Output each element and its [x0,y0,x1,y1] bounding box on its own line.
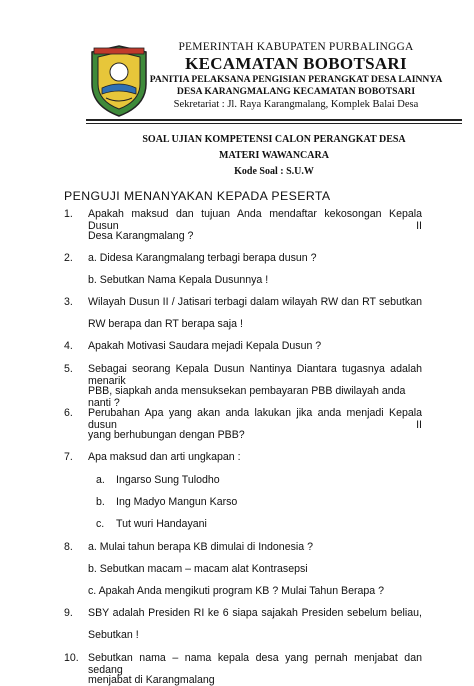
question-text: SBY adalah Presiden RI ke 6 siapa sajakah Presiden sebelum beliau, [88,607,422,619]
letterhead-district: KECAMATAN BOBOTSARI [185,54,407,73]
sub-item-label: b. [96,496,105,508]
question-text-cont: b. Sebutkan macam – macam alat Kontrasepsi [88,563,308,575]
letterhead-government: PEMERINTAH KABUPATEN PURBALINGGA [178,41,414,53]
question-code: Kode Soal : S.U.W [234,166,314,177]
question-text: Sebagai seorang Kepala Dusun Nantinya Diantara tugasnya adalah menarik [88,363,422,387]
question-8 [64,541,422,553]
question-text: Perubahan Apa yang akan anda lakukan jika anda menjadi Kepala dusun II [88,407,422,431]
letterhead-committee: PANITIA PELAKSANA PENGISIAN PERANGKAT DESA LAINNYA [149,74,443,85]
question-text: Apakah maksud dan tujuan Anda mendaftar kekosongan Kepala Dusun II [88,208,422,232]
question-text: a. Mulai tahun berapa KB dimulai di Indonesia ? [88,541,313,553]
question-number: 7. [64,451,73,463]
question-text: Wilayah Dusun II / Jatisari terbagi dalam wilayah RW dan RT sebutkan [88,296,422,308]
sub-item-b [96,496,237,508]
question-text-cont: menjabat di Karangmalang [88,674,215,686]
question-number: 1. [64,208,73,220]
sub-item-label: a. [96,474,105,486]
document-titles [86,132,462,180]
question-4 [64,340,422,352]
question-5 [64,363,422,387]
section-heading: PENGUJI MENANYAKAN KEPADA PESERTA [64,189,331,203]
question-text: Apa maksud dan arti ungkapan : [88,451,241,463]
question-2 [64,252,422,264]
letterhead-village: DESA KARANGMALANG KECAMATAN BOBOTSARI [176,86,416,97]
sub-item-label: c. [96,518,105,530]
question-number: 3. [64,296,73,308]
question-number: 6. [64,407,73,419]
letterhead [146,40,446,111]
question-text-cont: RW berapa dan RT berapa saja ! [88,318,243,330]
letterhead-rule-thick [86,119,462,121]
question-text-cont: b. Sebutkan Nama Kepala Dusunnya ! [88,274,269,286]
letterhead-rule-thin [86,123,462,124]
question-number: 10. [64,652,79,664]
material-title: MATERI WAWANCARA [219,150,329,161]
sub-item-text: Tut wuri Handayani [116,518,207,530]
question-3 [64,296,422,308]
question-text-cont: yang berhubungan dengan PBB? [88,429,245,441]
letterhead-secretariat: Sekretariat : Jl. Raya Karangmalang, Komplek Balai Desa [173,99,419,110]
question-text: Sebutkan nama – nama kepala desa yang pernah menjabat dan sedang [88,652,422,676]
question-number: 2. [64,252,73,264]
sub-item-text: Ing Madyo Mangun Karso [116,496,238,508]
question-text: Apakah Motivasi Saudara mejadi Kepala Dusun ? [88,340,322,352]
question-1 [64,208,422,232]
question-10 [64,652,422,676]
question-number: 8. [64,541,73,553]
question-number: 5. [64,363,73,375]
question-text-cont: Sebutkan ! [88,629,139,641]
sub-item-text: Ingarso Sung Tulodho [116,474,220,486]
exam-title: SOAL UJIAN KOMPETENSI CALON PERANGKAT DESA [142,134,406,145]
purbalingga-emblem-icon [88,44,150,118]
question-text-cont: c. Apakah Anda mengikuti program KB ? Mulai Tahun Berapa ? [88,585,385,597]
question-number: 9. [64,607,73,619]
question-number: 4. [64,340,73,352]
question-text-cont: PBB, siapkah anda mensuksekan pembayaran PBB diwilayah anda nanti ? [88,385,406,409]
question-9 [64,607,422,619]
sub-item-c [96,518,207,530]
question-text-cont: Desa Karangmalang ? [88,230,194,242]
question-text: a. Didesa Karangmalang terbagi berapa dusun ? [88,252,317,264]
question-7 [64,451,422,463]
sub-item-a [96,474,220,486]
question-6 [64,407,422,431]
